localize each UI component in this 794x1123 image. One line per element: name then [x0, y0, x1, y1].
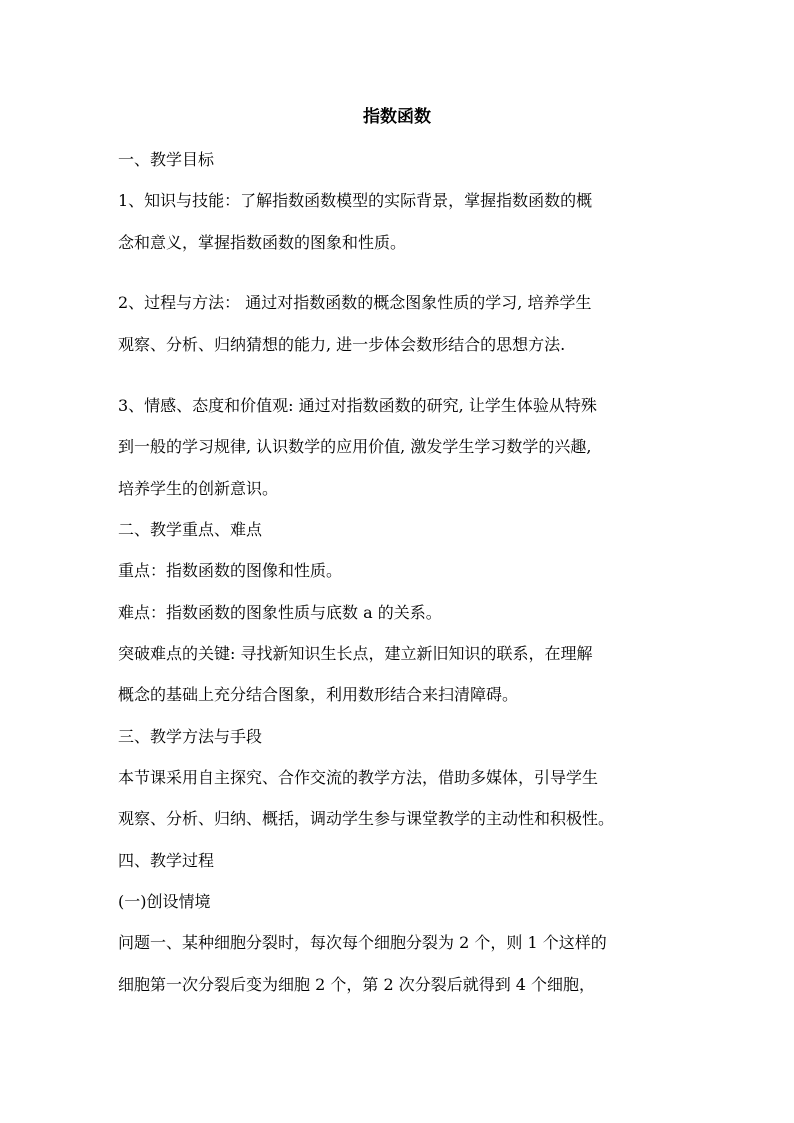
paragraph-line: 培养学生的创新意识。 — [118, 479, 279, 498]
paragraph-line: 到一般的学习规律, 认识数学的应用价值, 激发学生学习数学的兴趣, — [118, 437, 592, 456]
document-title: 指数函数 — [363, 107, 431, 127]
paragraph-line: 问题一、某种细胞分裂时，每次每个细胞分裂为 2 个，则 1 个这样的 — [118, 933, 607, 952]
paragraph-line: 重点：指数函数的图像和性质。 — [118, 561, 343, 580]
paragraph-line: 2、过程与方法： 通过对指数函数的概念图象性质的学习, 培养学生 — [118, 293, 592, 312]
subheading-scenario: (一)创设情境 — [118, 892, 211, 911]
heading-methods: 三、教学方法与手段 — [118, 727, 263, 746]
heading-process: 四、教学过程 — [118, 851, 215, 870]
paragraph-line: 3、情感、态度和价值观: 通过对指数函数的研究, 让学生体验从特殊 — [118, 396, 597, 415]
paragraph-line: 观察、分析、归纳、概括，调动学生参与课堂教学的主动性和积极性。 — [118, 809, 615, 828]
paragraph-line: 概念的基础上充分结合图象，利用数形结合来扫清障碍。 — [118, 685, 519, 704]
heading-key-points: 二、教学重点、难点 — [118, 520, 263, 539]
paragraph-line: 念和意义，掌握指数函数的图象和性质。 — [118, 233, 407, 252]
paragraph-line: 1、知识与技能：了解指数函数模型的实际背景，掌握指数函数的概 — [118, 191, 593, 210]
heading-teaching-objectives: 一、教学目标 — [118, 150, 215, 169]
paragraph-line: 本节课采用自主探究、合作交流的教学方法，借助多媒体，引导学生 — [118, 768, 599, 787]
paragraph-line: 难点：指数函数的图象性质与底数 a 的关系。 — [118, 603, 442, 622]
paragraph-line: 观察、分析、归纳猜想的能力, 进一步体会数形结合的思想方法. — [118, 335, 566, 354]
paragraph-line: 突破难点的关键: 寻找新知识生长点，建立新旧知识的联系，在理解 — [118, 644, 593, 663]
paragraph-line: 细胞第一次分裂后变为细胞 2 个，第 2 次分裂后就得到 4 个细胞， — [118, 975, 596, 994]
